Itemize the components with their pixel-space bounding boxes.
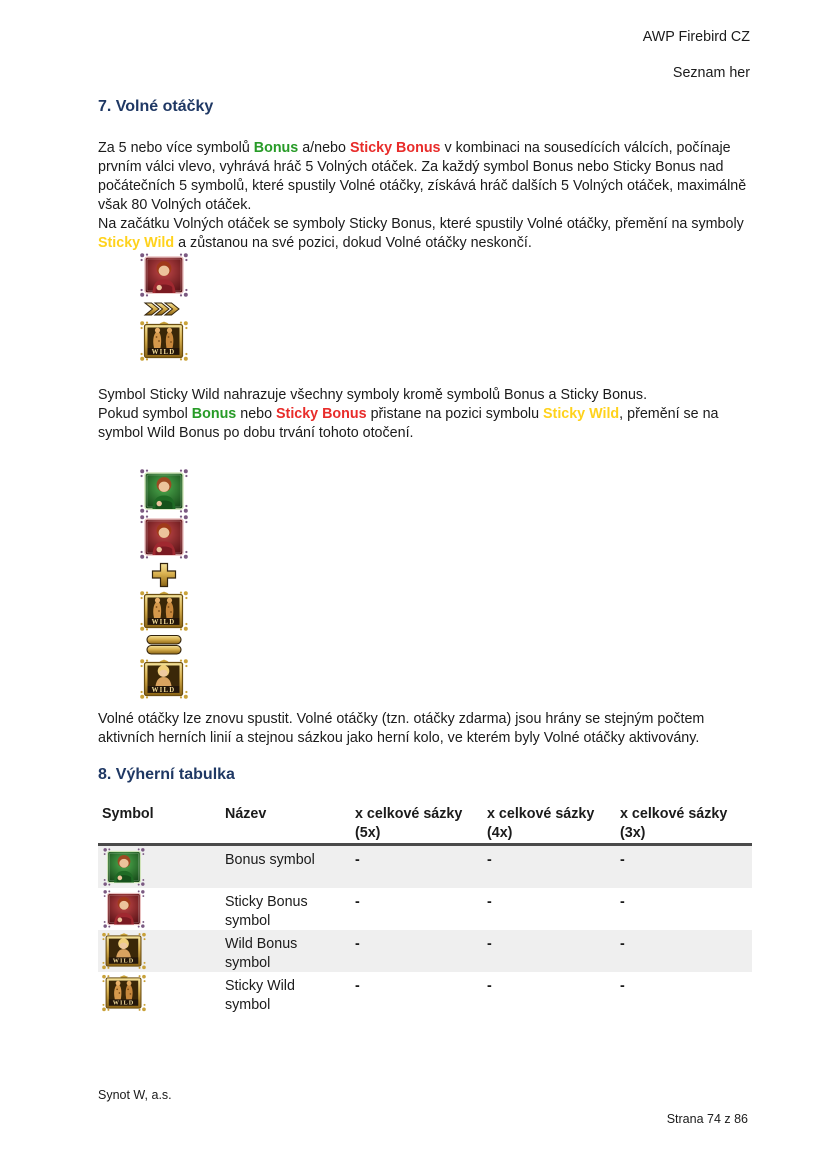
text-segment: a/nebo bbox=[298, 140, 350, 156]
sticky-wild-rules-block bbox=[98, 386, 750, 443]
symbol-name: Wild Bonus symbol bbox=[225, 936, 298, 971]
payout-value: - bbox=[355, 978, 360, 994]
text-segment: Symbol Sticky Wild nahrazuje všechny symboly kromě symbolů Bonus a Sticky Bonus. bbox=[98, 387, 648, 403]
column-header: x celkové sázky (5x) bbox=[355, 806, 463, 841]
footer-page-number: Strana 74 z 86 bbox=[666, 1112, 748, 1126]
green-keyword: Bonus bbox=[191, 406, 237, 422]
footer-company: Synot W, a.s. bbox=[98, 1088, 172, 1102]
svg-text:WILD: WILD bbox=[151, 618, 176, 626]
paragraph bbox=[98, 405, 750, 443]
paragraph bbox=[98, 386, 750, 405]
text-segment: v kombinaci na sousedících válcích, počínaje prvním válci vlevo, vyhrává hráč 5 Volných otáček. Za každý symbol Bonus nebo Sticky Bonus nad počátečních 5 symbolů, které spustily Volné otáčky, získává hráč dalších 5 Volných otáček, maximálně však 80 Volných otáček. bbox=[98, 140, 747, 213]
symbol-name: Sticky Wild symbol bbox=[225, 978, 295, 1013]
text-segment: Pokud symbol bbox=[98, 406, 192, 422]
payout-value: - bbox=[487, 852, 492, 868]
paragraph bbox=[98, 710, 750, 748]
payout-value: - bbox=[620, 894, 625, 910]
bonus-symbol bbox=[98, 846, 225, 888]
bonus-plus-wild-equals-wildbonus-figure bbox=[134, 468, 194, 700]
wild-bonus-symbol bbox=[98, 930, 225, 973]
text-segment: a zůstanou na své pozici, dokud Volné otáčky neskončí. bbox=[174, 235, 532, 251]
sticky-bonus-symbol bbox=[140, 515, 188, 559]
retrigger-rules-block bbox=[98, 710, 750, 748]
sticky-bonus-to-sticky-wild-figure bbox=[134, 252, 194, 362]
sticky-bonus-symbol bbox=[98, 888, 225, 931]
bonus-symbol bbox=[140, 469, 188, 513]
column-header: Symbol bbox=[102, 806, 154, 822]
payout-value: - bbox=[487, 978, 492, 994]
sticky-bonus-symbol bbox=[140, 253, 188, 297]
section-7-heading: 7. Volné otáčky bbox=[98, 98, 214, 115]
payout-table-header bbox=[98, 805, 752, 846]
svg-text:WILD: WILD bbox=[112, 999, 135, 1007]
transform-arrows-icon bbox=[143, 300, 185, 318]
sticky-wild-symbol bbox=[98, 972, 225, 1015]
text-segment: přistane na pozici symbolu bbox=[366, 406, 544, 422]
payout-value: - bbox=[487, 894, 492, 910]
payout-value: - bbox=[620, 852, 625, 868]
payout-table bbox=[98, 805, 752, 1014]
svg-text:WILD: WILD bbox=[151, 348, 176, 356]
paragraph bbox=[98, 215, 750, 253]
equals-icon bbox=[145, 634, 183, 656]
payout-value: - bbox=[355, 936, 360, 952]
payout-value: - bbox=[355, 894, 360, 910]
red-keyword: Sticky Bonus bbox=[349, 140, 441, 156]
text-segment: , přemění se na symbol Wild Bonus po dobu trvání tohoto otočení. bbox=[98, 406, 719, 441]
yellow-keyword: Sticky Wild bbox=[98, 235, 175, 251]
symbol-name: Bonus symbol bbox=[225, 852, 315, 868]
column-header: Název bbox=[225, 806, 267, 822]
symbol-name: Sticky Bonus symbol bbox=[225, 894, 308, 929]
payout-table-body bbox=[98, 846, 752, 1014]
document-title: AWP Firebird CZ bbox=[642, 29, 750, 45]
table-row bbox=[98, 846, 752, 888]
paragraph bbox=[98, 139, 750, 215]
plus-icon bbox=[148, 562, 180, 588]
green-keyword: Bonus bbox=[253, 140, 299, 156]
free-spins-intro-block bbox=[98, 139, 750, 253]
payout-value: - bbox=[487, 936, 492, 952]
svg-text:WILD: WILD bbox=[151, 686, 176, 694]
text-segment: nebo bbox=[236, 406, 277, 422]
column-header: x celkové sázky (3x) bbox=[620, 806, 728, 841]
table-row bbox=[98, 930, 752, 972]
svg-text:WILD: WILD bbox=[112, 957, 135, 965]
yellow-keyword: Sticky Wild bbox=[543, 406, 620, 422]
sticky-wild-symbol bbox=[140, 321, 188, 361]
section-8-heading: 8. Výherní tabulka bbox=[98, 766, 235, 783]
payout-value: - bbox=[620, 978, 625, 994]
column-header: x celkové sázky (4x) bbox=[487, 806, 595, 841]
sticky-wild-symbol bbox=[140, 591, 188, 631]
text-segment: Na začátku Volných otáček se symboly Sticky Bonus, které spustily Volné otáčky, přemění na symboly bbox=[98, 216, 744, 232]
table-row bbox=[98, 888, 752, 930]
table-row bbox=[98, 972, 752, 1014]
wild-bonus-symbol bbox=[140, 659, 188, 699]
text-segment: Za 5 nebo více symbolů bbox=[98, 140, 254, 156]
document-subtitle: Seznam her bbox=[672, 65, 750, 81]
payout-value: - bbox=[620, 936, 625, 952]
text-segment: Volné otáčky lze znovu spustit. Volné otáčky (tzn. otáčky zdarma) jsou hrány se stejným počtem aktivních herních linií a stejnou sázkou jako herní kolo, ve kterém byly Volné otáčky aktivovány. bbox=[98, 711, 705, 746]
payout-value: - bbox=[355, 852, 360, 868]
red-keyword: Sticky Bonus bbox=[276, 406, 367, 422]
